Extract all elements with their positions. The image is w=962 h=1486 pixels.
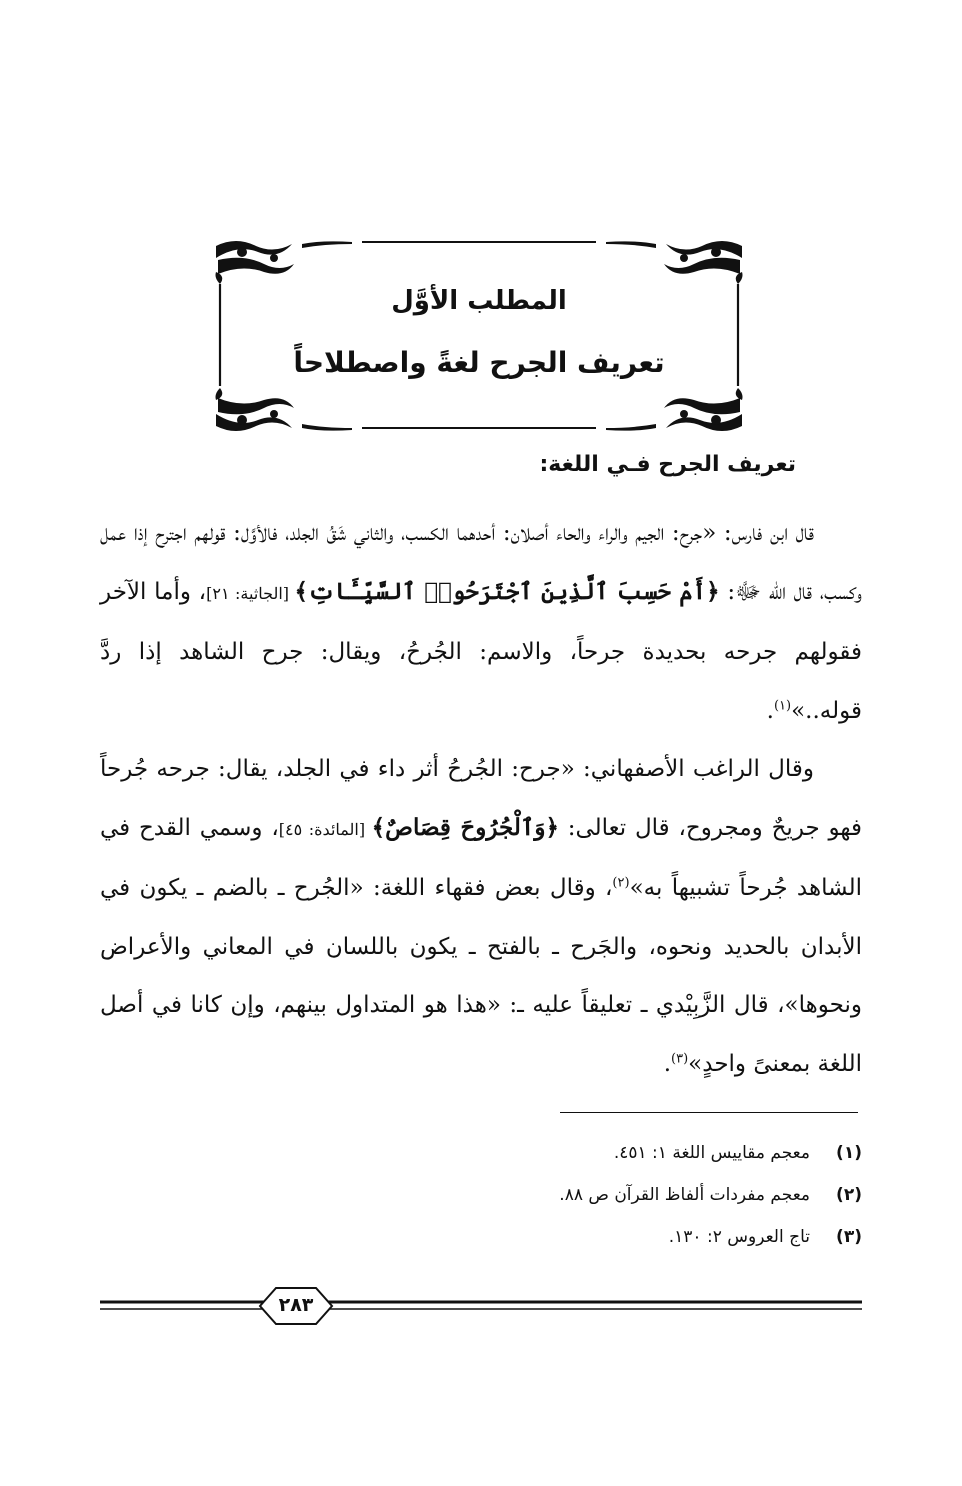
footnote-number: (١) (836, 1143, 862, 1163)
verse-reference-1: [الجاثية: ٢١] (206, 583, 295, 603)
section-title: المطلب الأوَّل (391, 286, 567, 316)
page-number: ٢٨٣ (278, 1294, 314, 1316)
paragraph-1-end: . (766, 697, 774, 724)
paragraph-1-text-b: ، وأما الآخر فقولهم جرحه بحديدة جرحاً، والاسم: الجُرحُ، ويقال: جرح الشاهد إذا ردَّ قوله..» (100, 578, 862, 724)
paragraph-1-text-a: قال ابن فارس: «جرح: الجيم والراء والحاء أصلان: أحدهما الكسب، والثاني شَقُ الجلد، فالأوَّل: قولهم اجترح إذا عمل وكسب، قال الله ﷻ: (100, 520, 863, 605)
quran-verse-1: ﴿أَمْ حَسِبَ ٱلَّذِينَ ٱجْتَرَحُوا۟ ٱلسَّيِّـَٔاتِ﴾ (294, 577, 720, 605)
paragraph-2-text-b: ، وسمي القدح في الشاهد جُرحاً تشبيهاً به» (100, 814, 863, 901)
section-title-frame (212, 236, 746, 436)
footnote-separator (560, 1112, 858, 1113)
footnote-number: (٣) (836, 1227, 862, 1247)
paragraph-2-end: . (663, 1050, 672, 1077)
paragraph-2-text-a: وقال الراغب الأصفهاني: «جرح: الجُرحُ أثر داء في الجلد، يقال: جرحه جُرحاً فهو جريحٌ ومجروح، قال تعالى: (100, 756, 863, 841)
footnote-marker-3[interactable]: (٣) (671, 1050, 689, 1066)
footnotes (162, 1138, 862, 1264)
body-text (100, 504, 862, 1093)
subsection-heading: تعريف الجرح فـي اللغة: (539, 452, 796, 477)
paragraph-2 (100, 740, 862, 1093)
quran-verse-2: ﴿وَٱلْجُرُوحَ قِصَاصٌ﴾ (371, 813, 559, 841)
footnote-item (162, 1180, 862, 1222)
paragraph-1 (100, 504, 862, 740)
page-number-frame-icon (100, 1282, 862, 1332)
footnote-item (162, 1138, 862, 1180)
footnote-text: معجم مفردات ألفاظ القرآن ص ٨٨. (559, 1185, 810, 1205)
footnote-item (162, 1222, 862, 1264)
footnote-text: تاج العروس ٢: ١٣٠. (668, 1227, 810, 1247)
ornament-frame-icon (212, 236, 746, 436)
page-number-bar (100, 1282, 862, 1332)
paragraph-2-text-c: ، وقال بعض فقهاء اللغة: «الجُرح ـ بالضم ـ يكون في الأبدان بالحديد ونحوه، والجَرح ـ بالفتح ـ يكون باللسان في المعاني والأعراض ونحوها»، قال الزَّبِيْدي ـ تعليقاً عليه ـ: «هذا هو المتداول بينهم، وإن كانا في أصل اللغة بمعنىً واحدٍ» (100, 875, 862, 1077)
verse-reference-2: [المائدة: ٤٥] (278, 819, 372, 839)
footnote-marker-2[interactable]: (٢) (612, 875, 630, 891)
section-subtitle: تعريف الجرح لغةً واصطلاحاً (293, 346, 665, 379)
footnote-marker-1[interactable]: (١) (773, 697, 792, 713)
footnote-text: معجم مقاييس اللغة ١: ٤٥١. (613, 1143, 810, 1163)
footnote-number: (٢) (836, 1185, 862, 1205)
